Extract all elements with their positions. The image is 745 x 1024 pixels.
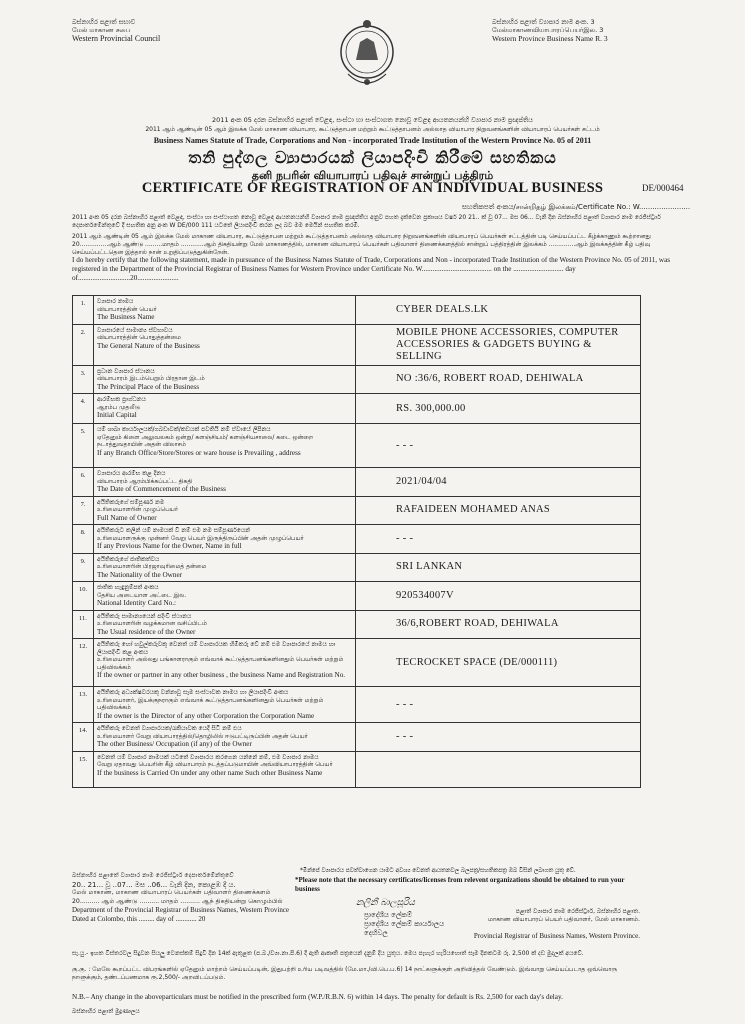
row-label: [94, 424, 356, 468]
statute-ta: 2011 ஆம் ஆண்டின் 05 ஆம் இலக்க மேல் மாகாண வியாபார, கூட்டுத்தாபன மற்றும் கூட்டுத்தாபனம் அல்லாத வியாபார நிறுவனங்களின் வியாபாரப் பெயர்கள் சட்டம்: [145, 126, 600, 133]
row-value: SRI LANKAN: [356, 553, 641, 582]
row-value: [356, 751, 641, 787]
footer-left-date: 20.. 21... වූ ..07... මස ..06... වැනි දින, කොළඹ දී ය.: [72, 880, 236, 889]
row-value: RAFAIDEEN MOHAMED ANAS: [356, 496, 641, 525]
table-row: [73, 468, 641, 497]
certification-text-en: I do hereby certify that the following statement, made in pursuance of the Business Names Statute of Trade, Corporations and Non - incorporated Trade Institution of the Western Province No. 05 of 2011, was registered in the Department of the Provincial Registrar of Business Names for Western Province under Certificate No. W....................................... on the ............................ day of.............................20.......................: [72, 256, 671, 282]
row-label: [94, 687, 356, 723]
row-label-ta: உரிமையாளருக்கு முன்னர் வேறு பெயர் இருந்திருப்பின் அதன் முழுப்பெயர்: [97, 534, 304, 542]
row-value: 920534007V: [356, 582, 641, 611]
row-label-en: National Identity Card No.:: [97, 599, 177, 607]
row-number: 13.: [73, 687, 94, 723]
title-en: CERTIFICATE OF REGISTRATION OF AN INDIVIDUAL BUSINESS: [141, 180, 604, 196]
row-number: 12.: [73, 639, 94, 687]
row-label-en: The Nationality of the Owner: [97, 570, 183, 579]
row-label-en: If the business is Carried On under any other name Such other Business Name: [97, 768, 323, 777]
signatory-name: නලිනී බාලසූරිය: [356, 898, 415, 908]
row-label-si: අයිතිකරුගේ සම්පූර්ණ නම: [97, 498, 165, 506]
row-label-ta: தேசிய அடையாள அட்டை இல.: [97, 591, 187, 599]
table-row: [73, 723, 641, 752]
row-value: CYBER DEALS.LK: [356, 296, 641, 325]
row-number: 6.: [73, 468, 94, 497]
row-value: RS. 300,000.00: [356, 394, 641, 424]
row-label-en: If the owner is the Director of any other Corporation the Corporation Name: [97, 711, 315, 720]
row-number: 5.: [73, 424, 94, 468]
row-label-en: If the owner or partner in any other business , the business Name and Registration No.: [97, 671, 346, 679]
row-label-en: The Date of Commencement of the Business: [97, 485, 226, 493]
row-value: - - -: [356, 687, 641, 723]
row-label-si: ව්‍යාපාරයේ සාමාන්‍ය ස්වභාවය: [97, 326, 173, 334]
council-name-si: බස්නාහිර පළාත් සභාව: [72, 18, 136, 26]
row-value: TECROCKET SPACE (DE/000111): [356, 639, 641, 687]
row-label: [94, 553, 356, 582]
title-ta: தனி நபரின் வியாபாரப் பதிவுச் சான்றுப் பத்திரம்: [251, 169, 494, 182]
row-number: 11.: [73, 610, 94, 639]
table-row: [73, 365, 641, 394]
table-row: [73, 639, 641, 687]
row-label-ta: ஏதேனும் கிளை அலுவலகம் ஒன்று/ களஞ்சியம்/ களஞ்சியசாலை/ கடை ஒன்றை நடாத்துவதாயின் அதன் விலாசம்: [97, 433, 314, 448]
row-label: [94, 468, 356, 497]
row-label-si: අයිතිකරුගේ ජාතිකත්වය: [97, 555, 160, 563]
row-number: 2.: [73, 324, 94, 365]
row-label-si: අයිතිකරු හෝ හවුල්කරුවකු වෙනත් යම් ව්‍යාපාරයක හිමිකරු වේ නම් එම ව්‍යාපාරයේ නාමය හා ලියාපදිංචි කළ අංකය: [97, 641, 336, 656]
registration-number: DE/000464: [642, 183, 684, 193]
table-row: [73, 751, 641, 787]
title-si: තනි පුද්ගල ව්‍යාපාරයක් ලියාපදිංචි කිරීමේ සහතිකය: [188, 148, 557, 167]
footer-left-en2: Dated at Colombo, this ......... day of ............ 20: [72, 914, 206, 923]
row-number: 9.: [73, 553, 94, 582]
row-number: 3.: [73, 365, 94, 394]
statute-en: Business Names Statute of Trade, Corporations and Non - incorporated Trade Institution of the Western Province No. 05 of 2011: [153, 136, 592, 145]
row-label-si: අයිතිකරුට කලින් යම් නාමයක් වී නම් එම නම සම්පූර්ණයෙන්: [97, 527, 251, 534]
printer-si: බස්නාහිර පළාත් මුද්‍රණාලය: [72, 1008, 140, 1015]
row-number: 15.: [73, 751, 94, 787]
table-row: [73, 687, 641, 723]
certification-text-ta: 2011 ஆம் ஆண்டின் 05 ஆம் இலக்க மேல் மாகாண வியாபார, கூட்டுத்தாபன மற்றும் கூட்டுத்தாபனம் அல்லாத வியாபார நிறுவனங்களின் வியாபாரப் பெயர்கள் சட்டத்தின் படி செய்யப்பட்ட கீழ்க்காணும் கூற்றானது 20...............ஆம் ஆண்டு .........மாதம் ............ஆம் திகதியன்று மேல் மாகாணத்தில், மாகாண வியாபாரப் பெயர்கள் பதிவாளர் திணைக்களத்தில் சான்றுப் பத்திரத்தின் இலக்கம் ..............ஆம் இலக்கத்தின் கீழ் பதிவு செய்யப்பட்டதென இத்தால் நான் உறுதிப்படுத்துகின்றேன்.: [72, 233, 651, 256]
row-label-en: The General Nature of the Business: [97, 341, 200, 350]
row-value: - - -: [356, 525, 641, 554]
form-ref-ta: மேல்மாகாணவியாபாரப்பெயர்இல. 3: [492, 26, 604, 34]
statute-si: 2011 අංක 05 දරන බස්නාහිර පළාත් වෙළඳ, සංස්ථා හා සංස්ථාගත නොවූ වෙළඳ ආයතනයන්හි ව්‍යාපාර නාම ප්‍රඥප්තිය: [212, 116, 533, 124]
footer-left: [72, 872, 292, 923]
national-emblem-icon: [338, 12, 396, 100]
row-label: [94, 365, 356, 394]
form-ref-header-right: [492, 18, 608, 43]
nb-ta: கு.கு. : மேலே கூறப்பட்ட விபரங்களில் ஏதேனும் மாற்றம் செய்யப்படின், இதுபற்றி உரிய படிவத்தில் (மே.மா./வி.பெ.ப.6) 14 நாட்களுக்குள் அறிவித்தல் வேண்டும். இவ்வாறு செய்யப்படாத ஒவ்வொரு நாளுக்கும், தண்டப்பணமாக ரூ.2,500/- அறவிடப்படும்.: [72, 966, 618, 981]
table-row: [73, 525, 641, 554]
row-label: [94, 582, 356, 611]
row-label-ta: ஆரம்ப முதலீடு: [97, 403, 140, 411]
table-row: [73, 496, 641, 525]
council-header-left: [72, 18, 160, 43]
row-label-si: අයිතිකරු වෙනත් ව්‍යාපාරයක/රැකියාවක යෙදී සිටී නම් එය: [97, 725, 242, 732]
row-label: [94, 324, 356, 365]
row-value: - - -: [356, 723, 641, 752]
row-value: - - -: [356, 424, 641, 468]
certification-text-si: 2011 අංක 05 දරන බස්නාහිර පළාත් වෙළඳ, සංස්ථා හා සංස්ථාගත නොවූ වෙළඳ ආයතනයන්හි ව්‍යාපාර නාම ප්‍රඥප්තිය අනුව පහත දැක්වෙන ප්‍රකාශය වර්ෂ 20 21.. ක් වූ 07... මස 06... වැනි දින බස්නාහිර පළාත් ව්‍යාපාර නාම රෙජිස්ට්‍රාර් දෙපාර්තමේන්තුවේ දී සහතික අනු අංක W DE/000 111 යටතේ ලියාපදිංචි කරන ලද බව මම මෙයින් සහතික කරමි.: [72, 214, 661, 229]
row-label-si: ආරම්භක ප්‍රාග්ධනය: [97, 396, 146, 403]
table-row: [73, 324, 641, 365]
row-label: [94, 639, 356, 687]
nb-si: සැ.යු.- ඉහත විස්තරවල සිදුවන සියලු වෙනස්කම් සිදුවී දින 14ක් ඇතුළත (ප.බ./ව්‍යා.නා.පි.6) දී ඇති ආකෘති පත්‍රයෙන් දැනුම් දිය යුතුය. මෙය පැහැර හැරියහොත් සෑම දිනකටම රු. 2,500 ක් දඩ මුදලක් අයවේ.: [72, 950, 584, 957]
row-label: [94, 610, 356, 639]
nb-en: N.B.– Any change in the aboveparticulars must be notified in the prescribed form (W.P./R.B.N. 6) within 14 days. The penalty for default is Rs. 2,500 for each day's delay.: [72, 993, 563, 1001]
registrar-ta: மாகாண வியாபாரப் பெயர் பதிவாளர், மேல் மாகாணம்.: [488, 916, 640, 923]
obtain-license-note-si: *මින්පේ ව්‍යාපාරය පවත්වාගෙන යාමට අවශ්‍ය වෙනත් ආයතනවල බලපත්‍ර/සහතිකපත්‍ර ඔබ විසින් ලබාගත යුතු වේ.: [300, 868, 576, 874]
row-number: 1.: [73, 296, 94, 325]
footer-left-si: බස්නාහිර පළාතේ ව්‍යාපාර නාම රෙජිස්ට්‍රාර් දෙපාර්තමේන්තුවේ: [72, 872, 234, 879]
row-number: 8.: [73, 525, 94, 554]
row-label-si: වෙනත් යම් ව්‍යාපාර නාමයක් යටතේ ව්‍යාපාරය කරගෙන යන්නේ නම්, එම ව්‍යාපාර නාමය: [97, 753, 319, 761]
row-label: [94, 496, 356, 525]
row-value: NO :36/6, ROBERT ROAD, DEHIWALA: [356, 365, 641, 394]
row-number: 4.: [73, 394, 94, 424]
row-label-ta: உரிமையாளர், இயக்குநராகும் எவ்வாக் கூட்டுத்தாபனங்களினதும் பெயர்கள் மற்றும் பதிவிலக்கம்: [97, 696, 324, 711]
registrar-si: පළාත් ව්‍යාපාර නාම රෙජිස්ට්‍රාර්, බස්නාහිර පළාත.: [515, 908, 640, 915]
table-row: [73, 553, 641, 582]
row-label-si: අයිතිකරු අධ්‍යක්ෂවරයකු වන්නාවූ සෑම සංස්ථාවක නාමය හා ලියාපදිංචි අංකය: [97, 689, 289, 696]
row-label-en: The Principal Place of the Business: [97, 382, 200, 391]
signatory-place: දෙහිවල: [364, 929, 388, 937]
row-value: 36/6,ROBERT ROAD, DEHIWALA: [356, 610, 641, 639]
row-label: [94, 296, 356, 325]
row-value: MOBILE PHONE ACCESSORIES, COMPUTER ACCESSORIES & GADGETS BUYING & SELLING: [356, 324, 641, 365]
row-label-ta: வியாபாரம் ஆரம்பிக்கப்பட்ட திகதி: [97, 477, 193, 485]
row-label: [94, 751, 356, 787]
row-number: 14.: [73, 723, 94, 752]
row-label-ta: வேறு ஏதாவது பெயரின் கீழ் வியாபாரம் நடத்தப்படுமாயின் அவ்வியாபாரத்தின் பெயர்: [97, 761, 333, 768]
signatory-title-1: ප්‍රාදේශීය ලේකම්: [364, 911, 413, 919]
row-label-en: Initial Capital: [97, 411, 137, 419]
row-label-si: ව්‍යාපාරය ආරම්භ කළ දිනය: [97, 470, 166, 477]
registrar-en: Provincial Registrar of Business Names, Western Province.: [473, 932, 640, 940]
row-label-en: If any Previous Name for the Owner, Name in full: [97, 542, 242, 550]
row-label-ta: உரிமையாளரின் பிரஜாவுரிமைத் தன்மை: [97, 563, 207, 570]
footer-left-en1: Department of the Provincial Registrar of Business Names, Western Province: [72, 906, 290, 914]
row-label-en: The other Business/ Occupation (if any) of the Owner: [97, 740, 252, 748]
row-label-si: ජාතික හැඳුනුම්පත් අංකය: [97, 584, 159, 591]
table-row: [73, 582, 641, 611]
table-row: [73, 610, 641, 639]
registration-details-table: [72, 295, 641, 788]
row-label-si: යම් ශාඛා කාර්යාලයක්/ගබඩාවක්/කඩයක් පවතියි නම් ඒවායේ ලිපිනය: [97, 426, 271, 433]
row-label-si: අයිතිකරු සාමාන්‍යයෙන් පදිංචි ස්ථානය: [97, 612, 192, 620]
row-label-si: ව්‍යාපාර නාමය: [97, 298, 134, 305]
row-label-ta: உரிமையாளரின் வழக்கமான வசிப்பிடம்: [97, 620, 207, 627]
row-label-ta: வியாபாரத்தின் பொதுத்தன்மை: [97, 334, 181, 341]
table-row: [73, 394, 641, 424]
form-ref-en: Western Province Business Name R. 3: [492, 34, 608, 43]
row-label-ta: உரிமையாளர் வேறு வியாபாரத்தில்/தொழிலில் ஈடுபட்டிருப்பின் அதன் பெயர்: [97, 732, 308, 740]
row-label-en: The Usual residence of the Owner: [97, 627, 196, 636]
row-label-en: Full Name of Owner: [97, 513, 157, 522]
row-number: 10.: [73, 582, 94, 611]
row-label-ta: உரிமையாளர் அல்லது பங்காளராகும் எவ்வாக் கூட்டுத்தாபனங்களினதும் பெயர்கள் மற்றும் பதிவிலக்கம்: [97, 656, 344, 671]
row-value: 2021/04/04: [356, 468, 641, 497]
row-label: [94, 394, 356, 424]
row-label: [94, 525, 356, 554]
row-label-ta: உரிமையாளரின் முழுப்பெயர்: [97, 506, 178, 513]
signatory-title-2: ප්‍රාදේශීය ලේකම් කාර්යාලය: [364, 920, 445, 928]
row-number: 7.: [73, 496, 94, 525]
certificate-number: සහතිකපත් අංකය/சான்றிதழ் இலக்கம்/Certificate No.: W.......................: [462, 203, 691, 211]
obtain-license-note-en: *Please note that the necessary certificates/licenses from relevent organizations should be obtained to run your business: [295, 876, 625, 893]
row-label-ta: வியாபாரத்தின் பெயர்: [97, 305, 157, 313]
row-label-ta: வியாபாரம் இடம்பெறும் பிரதான இடம்: [97, 375, 205, 382]
row-label-en: The Business Name: [97, 313, 155, 321]
row-label-en: If any Branch Office/Store/Stores or ware house is Prevailing , address: [97, 448, 301, 457]
footer-left-ta2: 20.......... ஆம் ஆண்டு .......... மாதம் .......... ஆந் திகதியன்று கொழும்பில்: [72, 897, 283, 905]
form-ref-si: බස්නාහිර පළාත් ව්‍යාපාර නාම අංක. 3: [492, 18, 595, 26]
council-name-en: Western Provincial Council: [72, 34, 161, 43]
footer-left-ta1: மேல் மாகாண, மாகாண வியாபாரப் பெயர்கள் பதிவாளர் திணைக்களம்: [72, 889, 271, 896]
registrar-block: [470, 908, 640, 924]
row-label-si: ප්‍රධාන ව්‍යාපාර ස්ථානය: [97, 367, 155, 375]
table-row: [73, 424, 641, 468]
table-row: [73, 296, 641, 325]
council-name-ta: மேல் மாகாண சபை: [72, 26, 131, 34]
row-label: [94, 723, 356, 752]
